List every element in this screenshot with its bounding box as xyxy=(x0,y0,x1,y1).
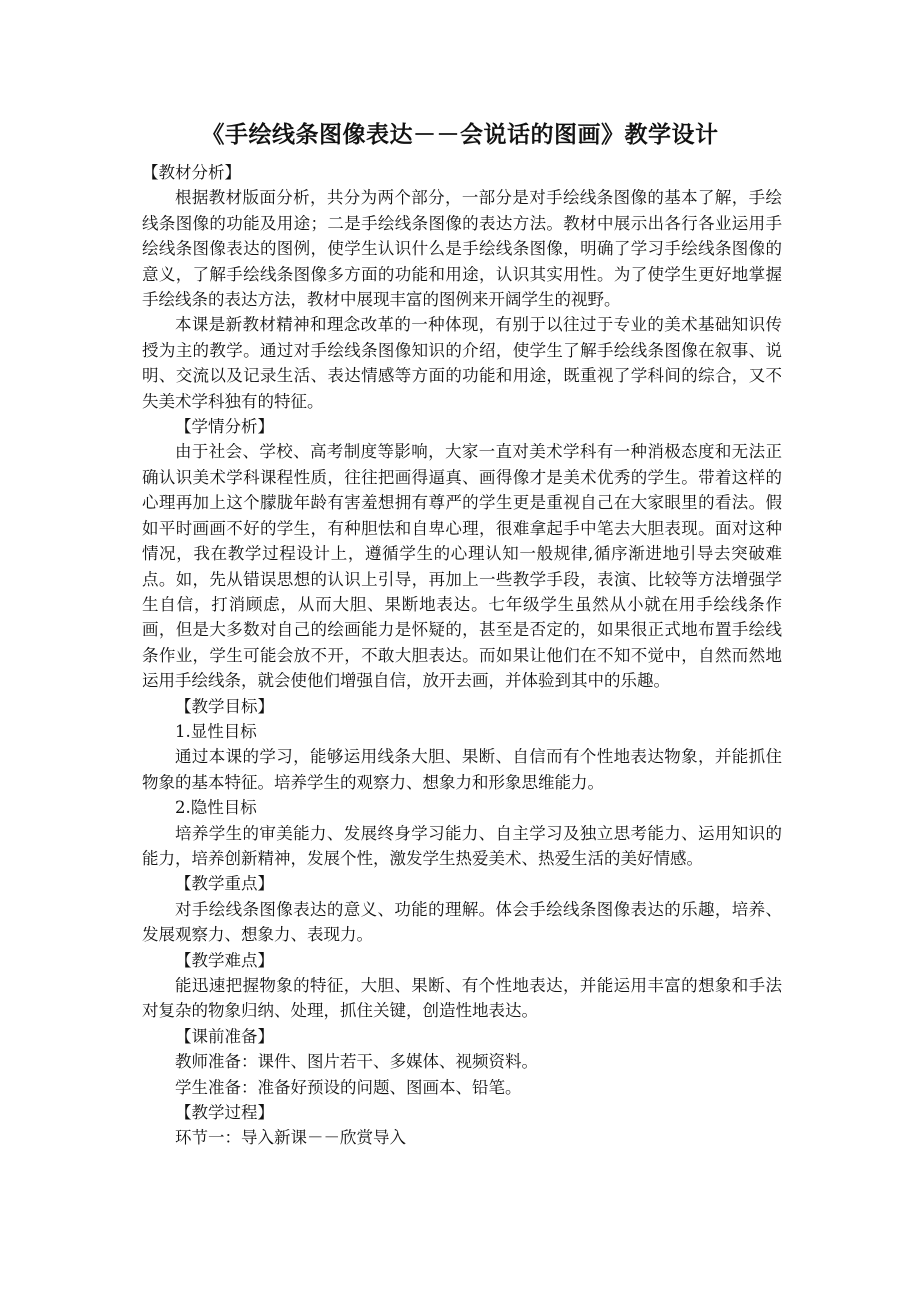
section-heading: 【教学过程】 xyxy=(175,1103,274,1123)
section-heading: 【教学重点】 xyxy=(175,874,274,894)
section-heading: 【课前准备】 xyxy=(175,1026,274,1046)
paragraph: 通过本课的学习，能够运用线条大胆、果断、自信而有个性地表达物象，并能抓住物象的基本特征。培养学生的观察力、想象力和形象思维能力。 xyxy=(142,747,782,792)
paragraph: 培养学生的审美能力、发展终身学习能力、自主学习及独立思考能力、运用知识的能力，培养创新精神，发展个性，激发学生热爱美术、热爱生活的美好情感。 xyxy=(142,823,782,868)
paragraph: 环节一：导入新课－－欣赏导入 xyxy=(175,1128,406,1148)
subheading: 1.显性目标 xyxy=(175,721,257,741)
subheading: 2.隐性目标 xyxy=(175,798,257,818)
paragraph: 根据教材版面分析，共分为两个部分，一部分是对手绘线条图像的基本了解，手绘线条图像的功能及用途；二是手绘线条图像的表达方法。教材中展示出各行各业运用手绘线条图像表达的图例，使学生认识什么是手绘线条图像，明确了学习手绘线条图像的意义，了解手绘线条图像多方面的功能和用途，认识其实用性。为了使学生更好地掌握手绘线条的表达方法，教材中展现丰富的图例来开阔学生的视野。 xyxy=(142,188,782,310)
paragraph: 能迅速把握物象的特征，大胆、果断、有个性地表达，并能运用丰富的想象和手法对复杂的物象归纳、处理，抓住关键，创造性地表达。 xyxy=(142,976,782,1021)
section-heading: 【教学目标】 xyxy=(175,696,274,716)
document-body xyxy=(142,160,782,1151)
section-heading: 【教材分析】 xyxy=(142,163,241,182)
paragraph: 学生准备：准备好预设的问题、图画本、铅笔。 xyxy=(175,1077,522,1097)
paragraph: 本课是新教材精神和理念改革的一种体现，有别于以往过于专业的美术基础知识传授为主的教学。通过对手绘线条图像知识的介绍，使学生了解手绘线条图像在叙事、说明、交流以及记录生活、表达情感等方面的功能和用途，既重视了学科间的综合，又不失美术学科独有的特征。 xyxy=(142,315,782,411)
paragraph: 由于社会、学校、高考制度等影响，大家一直对美术学科有一种消极态度和无法正确认识美术学科课程性质，往往把画得逼真、画得像才是美术优秀的学生。带着这样的心理再加上这个朦胧年龄有害羞想拥有尊严的学生更是重视自己在大家眼里的看法。假如平时画画不好的学生，有种胆怯和自卑心理，很难拿起手中笔去大胆表现。面对这种情况，我在教学过程设计上，遵循学生的心理认知一般规律,循序渐进地引导去突破难点。如，先从错误思想的认识上引导，再加上一些教学手段，表演、比较等方法增强学生自信，打消顾虑，从而大胆、果断地表达。七年级学生虽然从小就在用手绘线条作画，但是大多数对自己的绘画能力是怀疑的，甚至是否定的，如果很正式地布置手绘线条作业，学生可能会放不开，不敢大胆表达。而如果让他们在不知不觉中，自然而然地运用手绘线条，就会使他们增强自信，放开去画，并体验到其中的乐趣。 xyxy=(142,442,782,691)
document-title: 《手绘线条图像表达－－会说话的图画》教学设计 xyxy=(201,121,719,148)
section-heading: 【教学难点】 xyxy=(175,950,274,970)
section-heading: 【学情分析】 xyxy=(175,417,274,437)
paragraph: 对手绘线条图像表达的意义、功能的理解。体会手绘线条图像表达的乐趣，培养、发展观察力、想象力、表现力。 xyxy=(142,899,782,945)
paragraph: 教师准备：课件、图片若干、多媒体、视频资料。 xyxy=(175,1052,538,1072)
